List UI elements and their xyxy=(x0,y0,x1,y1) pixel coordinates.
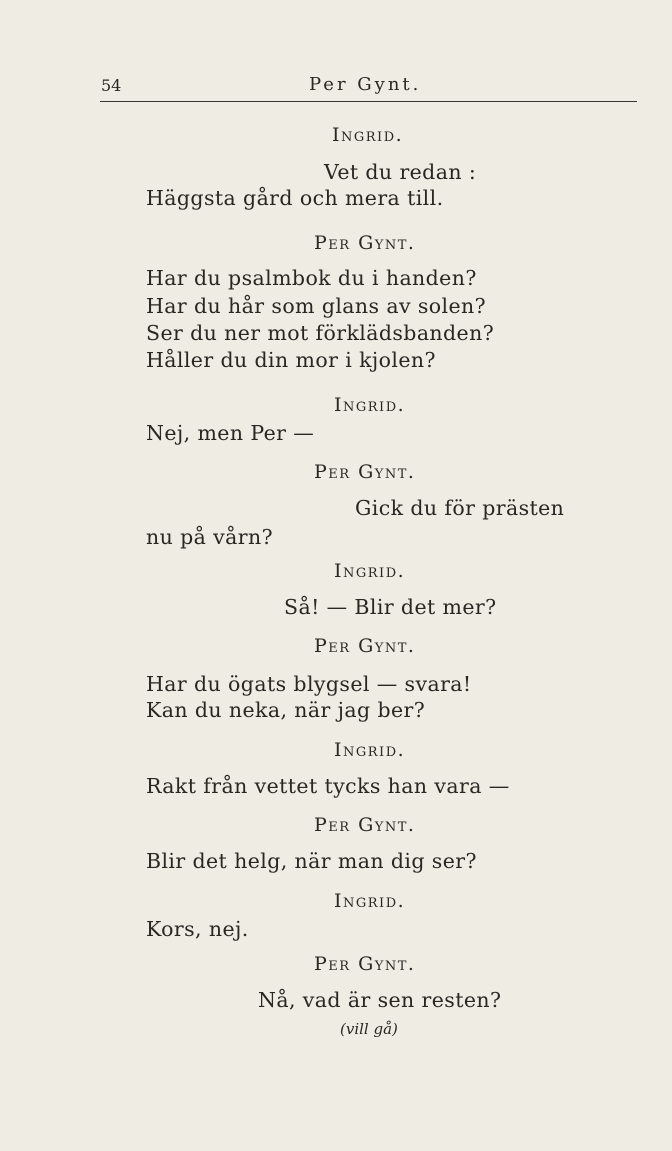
verse-line: Kors, nej. xyxy=(146,917,249,941)
verse-line: Kan du neka, när jag ber? xyxy=(146,698,426,722)
speaker-name: Ingrid. xyxy=(332,124,404,146)
verse-line: Har du ögats blygsel — svara! xyxy=(146,672,472,696)
verse-line: Nej, men Per — xyxy=(146,421,315,445)
speaker-name: Per Gynt. xyxy=(314,461,416,483)
speaker-name: Per Gynt. xyxy=(314,814,416,836)
verse-line: Rakt från vettet tycks han vara — xyxy=(146,774,510,798)
verse-line: Ser du ner mot förklädsbanden? xyxy=(146,321,495,345)
speaker-name: Ingrid. xyxy=(334,560,406,582)
speaker-name: Per Gynt. xyxy=(314,953,416,975)
header-rule xyxy=(100,101,637,102)
verse-line: Har du psalmbok du i handen? xyxy=(146,266,477,290)
running-head: Per Gynt. xyxy=(309,74,422,95)
speaker-name: Ingrid. xyxy=(334,394,406,416)
verse-line: Har du hår som glans av solen? xyxy=(146,294,487,318)
speaker-name: Ingrid. xyxy=(334,739,406,761)
speaker-name: Per Gynt. xyxy=(314,635,416,657)
verse-line: Nå, vad är sen resten? xyxy=(258,988,502,1012)
verse-line: Vet du redan : xyxy=(324,160,477,184)
speaker-name: Per Gynt. xyxy=(314,232,416,254)
verse-line: Så! — Blir det mer? xyxy=(284,595,497,619)
verse-line: Blir det helg, när man dig ser? xyxy=(146,849,477,873)
verse-line: Häggsta gård och mera till. xyxy=(146,186,444,210)
verse-line: nu på vårn? xyxy=(146,525,273,549)
verse-line: Håller du din mor i kjolen? xyxy=(146,348,436,372)
page-number: 54 xyxy=(101,76,122,95)
stage-direction: (vill gå) xyxy=(340,1020,398,1038)
speaker-name: Ingrid. xyxy=(334,890,406,912)
verse-line: Gick du för prästen xyxy=(355,496,565,520)
